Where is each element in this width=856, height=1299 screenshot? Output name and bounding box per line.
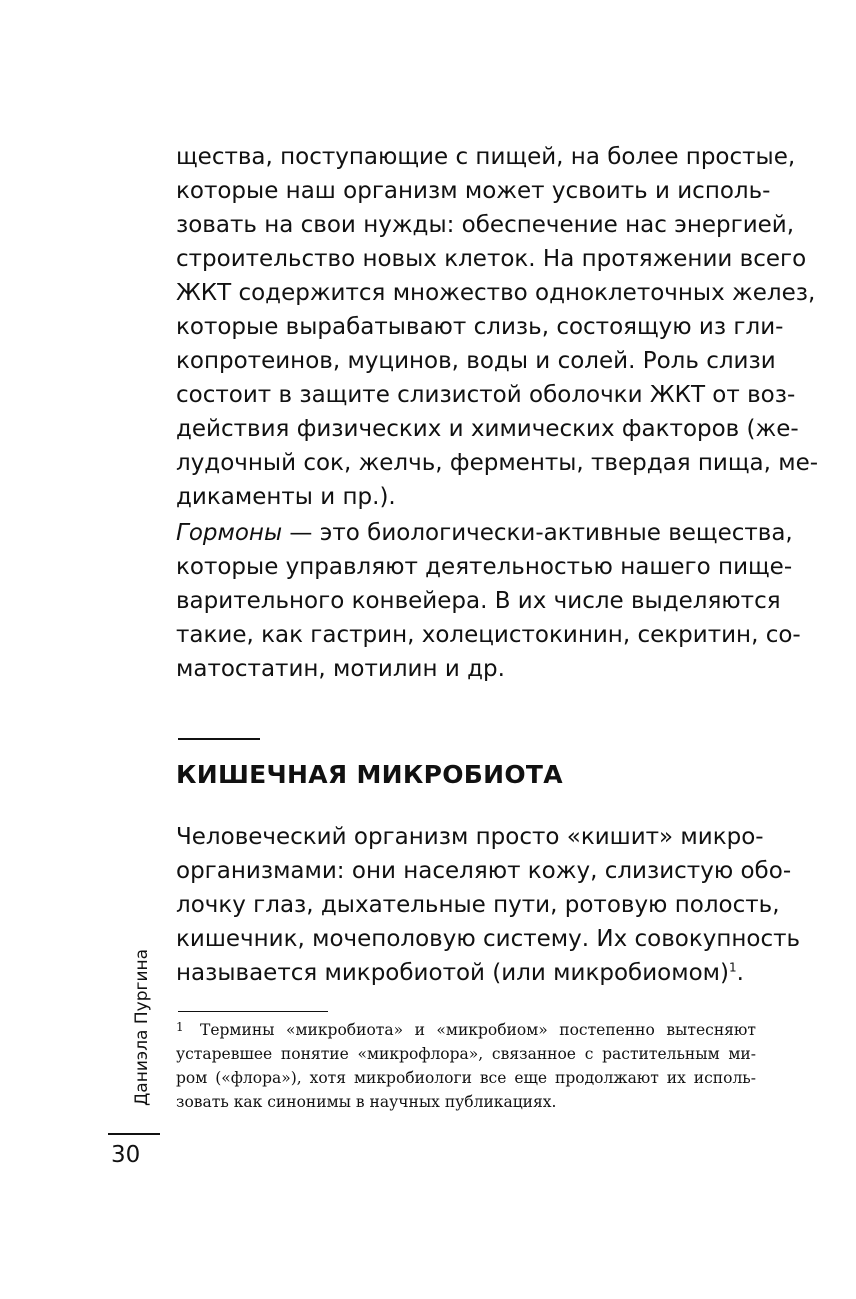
- text-line: лудочный сок, желчь, ферменты, твердая пища, ме-: [176, 450, 819, 476]
- text-line: [176, 516, 793, 550]
- footnote-number: 1: [176, 1020, 184, 1034]
- text-fragment: — это биологически-активные вещества,: [282, 520, 793, 546]
- text-fragment: называется микробиотой (или микробиомом): [176, 960, 729, 986]
- text-line: копротеинов, муцинов, воды и солей. Роль слизи: [176, 348, 776, 374]
- section-heading: КИШЕЧНАЯ МИКРОБИОТА: [176, 760, 563, 789]
- text-line: действия физических и химических факторов (же-: [176, 416, 799, 442]
- footnote-reference[interactable]: 1: [729, 960, 737, 975]
- text-line: состоит в защите слизистой оболочки ЖКТ от воз-: [176, 382, 796, 408]
- footnote-line: ром («флора»), хотя микробиологи все еще продолжают их исполь-: [176, 1069, 756, 1087]
- text-line: которые вырабатывают слизь, состоящую из гли-: [176, 314, 784, 340]
- text-line: кишечник, мочеполовую систему. Их совокупность: [176, 926, 801, 952]
- running-head-author: Даниэла Пургина: [132, 948, 152, 1106]
- footnote-line: устаревшее понятие «микрофлора», связанное с растительным ми-: [176, 1045, 756, 1063]
- text-line: матостатин, мотилин и др.: [176, 656, 505, 682]
- page-number-rule: [108, 1133, 160, 1135]
- text-line: которые наш организм может усвоить и исполь-: [176, 178, 771, 204]
- footnote-rule: [178, 1011, 328, 1012]
- paragraph-hormones: [176, 516, 801, 686]
- text-line: зовать на свои нужды: обеспечение нас энергией,: [176, 212, 795, 238]
- paragraph-microbiota: [176, 820, 801, 990]
- italic-term: Гормоны: [176, 520, 283, 546]
- text-line: организмами: они населяют кожу, слизистую обо-: [176, 858, 792, 884]
- text-line: Человеческий организм просто «кишит» микро-: [176, 824, 764, 850]
- heading-rule: [178, 738, 260, 740]
- text-line: щества, поступающие с пищей, на более простые,: [176, 144, 796, 170]
- paragraph-digestion: [176, 140, 819, 514]
- text-line: [176, 956, 756, 990]
- text-line: строительство новых клеток. На протяжении всего: [176, 246, 807, 272]
- footnote-line: зовать как синонимы в научных публикациях.: [176, 1093, 557, 1111]
- footnote: [176, 1018, 756, 1114]
- text-line: лочку глаз, дыхательные пути, ротовую полость,: [176, 892, 780, 918]
- text-line: дикаменты и пр.).: [176, 484, 396, 510]
- text-line: варительного конвейера. В их числе выделяются: [176, 588, 781, 614]
- text-line: такие, как гастрин, холецистокинин, секритин, со-: [176, 622, 801, 648]
- text-fragment: .: [736, 960, 744, 986]
- text-line: ЖКТ содержится множество одноклеточных желез,: [176, 280, 816, 306]
- text-line: которые управляют деятельностью нашего пище-: [176, 554, 793, 580]
- page-number: 30: [111, 1142, 141, 1168]
- footnote-line: [176, 1018, 756, 1042]
- text-fragment: Термины «микробиота» и «микробиом» постепенно вытесняют: [200, 1021, 756, 1039]
